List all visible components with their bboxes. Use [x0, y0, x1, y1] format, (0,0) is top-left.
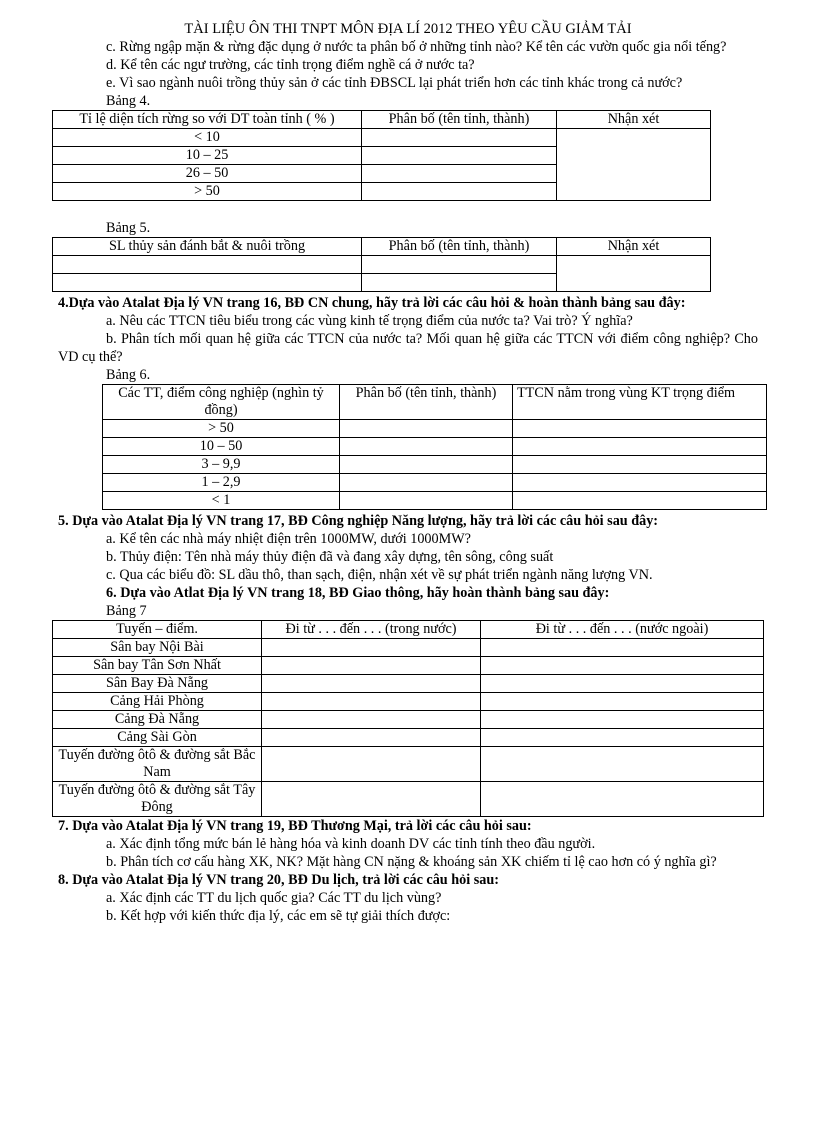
question-8a: a. Xác định các TT du lịch quốc gia? Các TT du lịch vùng?: [106, 890, 442, 906]
table-row-label: Sân Bay Đà Nẵng: [53, 675, 262, 693]
table6-header-col2: Phân bố (tên tỉnh, thành): [340, 385, 513, 420]
question-4b: b. Phân tích mối quan hệ giữa các TTCN của nước ta? Mối quan hệ giữa các TTCN với điểm công nghiệp? Cho VD cụ thể?: [58, 331, 758, 365]
table-row-label: Cảng Đà Nẵng: [53, 711, 262, 729]
table-cell: [513, 438, 767, 456]
table-cell: [340, 456, 513, 474]
table-cell: [513, 420, 767, 438]
table-6: [102, 384, 767, 510]
question-7b: b. Phân tích cơ cấu hàng XK, NK? Mặt hàng CN nặng & khoáng sản XK chiếm tỉ lệ cao hơn có ý nghĩa gì?: [106, 854, 717, 870]
table5-header-col3: Nhận xét: [557, 238, 711, 256]
table5-remark-cell: [557, 256, 711, 292]
table-cell: [481, 747, 764, 782]
question-4a: a. Nêu các TTCN tiêu biểu trong các vùng kinh tế trọng điểm của nước ta? Vai trò? Ý nghĩa?: [106, 313, 633, 329]
table-cell: [262, 711, 481, 729]
table-cell: [262, 675, 481, 693]
table-cell: [481, 711, 764, 729]
table-cell: [481, 782, 764, 817]
table-4: [52, 110, 711, 201]
table-row-label: 10 – 50: [103, 438, 340, 456]
table-cell: [262, 657, 481, 675]
section5-heading: 5. Dựa vào Atalat Địa lý VN trang 17, BĐ Công nghiệp Năng lượng, hãy trả lời các câu hỏi sau đây:: [58, 513, 659, 529]
table-cell: [340, 420, 513, 438]
section7-heading: 7. Dựa vào Atalat Địa lý VN trang 19, BĐ Thương Mại, trả lời các câu hỏi sau:: [58, 818, 532, 834]
table-row-label: > 50: [53, 183, 362, 201]
table-cell: [513, 456, 767, 474]
table-cell: [340, 474, 513, 492]
table-cell: [481, 657, 764, 675]
table6-header-col1: Các TT, điểm công nghiệp (nghìn tỷ đồng): [103, 385, 340, 420]
table-cell: [481, 693, 764, 711]
table5-caption: Bảng 5.: [106, 220, 151, 236]
table5-header-col2: Phân bố (tên tỉnh, thành): [362, 238, 557, 256]
table-cell: [362, 256, 557, 274]
table-row-label: < 1: [103, 492, 340, 510]
table-cell: [262, 729, 481, 747]
table-cell: [362, 165, 557, 183]
table-cell: [340, 438, 513, 456]
question-5b: b. Thủy điện: Tên nhà máy thủy điện đã và đang xây dựng, tên sông, công suất: [106, 549, 554, 565]
table7-caption: Bảng 7: [106, 603, 147, 619]
table-row-label: Tuyến đường ôtô & đường sắt Bắc Nam: [53, 747, 262, 782]
table4-caption: Bảng 4.: [106, 93, 151, 109]
table-cell: [262, 747, 481, 782]
table7-header-col2: Đi từ . . . đến . . . (trong nước): [262, 621, 481, 639]
table-cell: [481, 729, 764, 747]
table-cell: [262, 639, 481, 657]
question-3c: c. Rừng ngập mặn & rừng đặc dụng ở nước ta phân bố ở những tỉnh nào? Kể tên các vườn quốc gia nổi tếng?: [106, 39, 727, 55]
table4-remark-cell: [557, 129, 711, 201]
table7-header-col3: Đi từ . . . đến . . . (nước ngoài): [481, 621, 764, 639]
table-row-label: Cảng Sài Gòn: [53, 729, 262, 747]
table-cell: [481, 639, 764, 657]
table-cell: [362, 147, 557, 165]
question-7a: a. Xác định tổng mức bán lẻ hàng hóa và kinh doanh DV các tỉnh tính theo đầu người.: [106, 836, 596, 852]
table-cell: [513, 474, 767, 492]
section6-heading: 6. Dựa vào Atlat Địa lý VN trang 18, BĐ Giao thông, hãy hoàn thành bảng sau đây:: [106, 585, 610, 601]
table-7: [52, 620, 764, 817]
section8-heading: 8. Dựa vào Atalat Địa lý VN trang 20, BĐ Du lịch, trả lời các câu hỏi sau:: [58, 872, 499, 888]
table-row-label: 3 – 9,9: [103, 456, 340, 474]
table-cell: [262, 693, 481, 711]
page-title: TÀI LIỆU ÔN THI TNPT MÔN ĐỊA LÍ 2012 THEO YÊU CẦU GIẢM TẢI: [184, 21, 632, 37]
table-cell: [481, 675, 764, 693]
table6-header-col3: TTCN nằm trong vùng KT trọng điểm: [513, 385, 767, 420]
question-8b: b. Kết hợp với kiến thức địa lý, các em sẽ tự giải thích được:: [106, 908, 451, 924]
table5-header-col1: SL thủy sản đánh bắt & nuôi trồng: [53, 238, 362, 256]
question-3e: e. Vì sao ngành nuôi trồng thủy sản ở các tỉnh ĐBSCL lại phát triển hơn các tỉnh khác trong cả nước?: [106, 75, 683, 91]
table-cell: [362, 129, 557, 147]
table-row-label: > 50: [103, 420, 340, 438]
table6-caption: Bảng 6.: [106, 367, 151, 383]
table-row-label: Tuyến đường ôtô & đường sắt Tây Đông: [53, 782, 262, 817]
table7-header-col1: Tuyến – điểm.: [53, 621, 262, 639]
table-cell: [340, 492, 513, 510]
question-5c: c. Qua các biểu đồ: SL dầu thô, than sạch, điện, nhận xét về sự phát triển ngành năng lượng VN.: [106, 567, 653, 583]
section4-heading: 4.Dựa vào Atalat Địa lý VN trang 16, BĐ CN chung, hãy trả lời các câu hỏi & hoàn thành bảng sau đây:: [58, 295, 686, 311]
table-cell: [513, 492, 767, 510]
table-row-label: Sân bay Tân Sơn Nhất: [53, 657, 262, 675]
question-5a: a. Kể tên các nhà máy nhiệt điện trên 1000MW, dưới 1000MW?: [106, 531, 471, 547]
table-row-label: 26 – 50: [53, 165, 362, 183]
table-cell: [53, 274, 362, 292]
table-cell: [262, 782, 481, 817]
table4-header-col2: Phân bố (tên tỉnh, thành): [362, 111, 557, 129]
table-row-label: Cảng Hải Phòng: [53, 693, 262, 711]
table-cell: [362, 274, 557, 292]
document-page: [58, 20, 758, 925]
table4-header-col3: Nhận xét: [557, 111, 711, 129]
table4-header-col1: Tỉ lệ diện tích rừng so với DT toàn tỉnh ( % ): [53, 111, 362, 129]
table-row-label: < 10: [53, 129, 362, 147]
table-cell: [362, 183, 557, 201]
table-row-label: Sân bay Nội Bài: [53, 639, 262, 657]
question-3d: d. Kể tên các ngư trường, các tỉnh trọng điểm nghề cá ở nước ta?: [106, 57, 475, 73]
table-row-label: 1 – 2,9: [103, 474, 340, 492]
table-5: [52, 237, 711, 292]
table-row-label: 10 – 25: [53, 147, 362, 165]
table-cell: [53, 256, 362, 274]
